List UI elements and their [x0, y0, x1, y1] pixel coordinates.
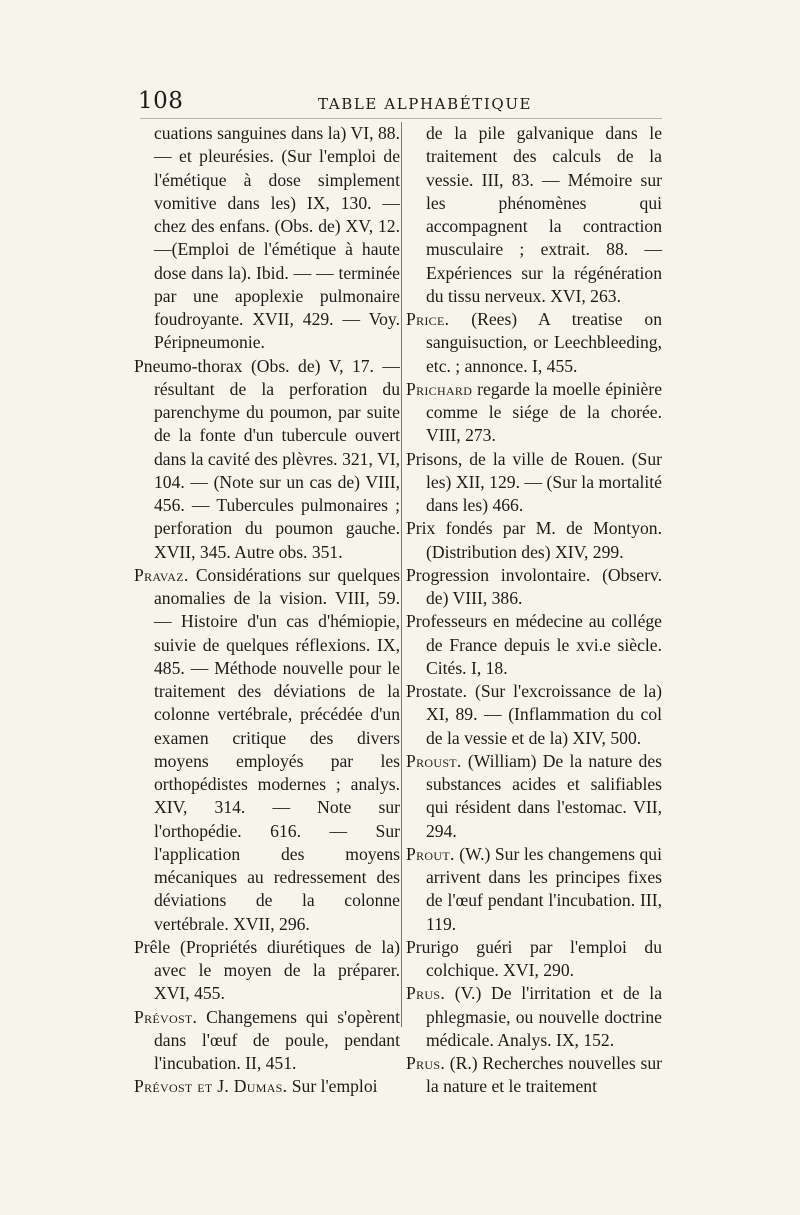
entry-price: [406, 308, 662, 378]
entry-text: fondés par M. de Montyon. (Distribution des) XIV, 299.: [426, 518, 662, 562]
entry-prisons: [406, 448, 662, 518]
entry-text: cuations sanguines dans la) VI, 88.— et pleurésies. (Sur l'emploi de l'émétique à dose simplement vomitive dans les) IX, 130. — chez des enfans. (Obs. de) XV, 12.—(Emploi de l'émétique à haute dose dans la). Ibid. — — terminée par une apoplexie pulmonaire foudroyante. XVII, 429. — Voy. Péripneumonie.: [154, 123, 400, 353]
entry-professeurs: [406, 610, 662, 680]
entry-head: Prévost.: [134, 1006, 198, 1027]
entry-head: Prix: [406, 518, 436, 539]
entry-text: (William) De la nature des substances acides et salifiables qui résident dans l'estomac. VII, 294.: [426, 750, 662, 841]
entry-text: (W.) Sur les changemens qui arrivent dans les principes fixes de l'œuf pendant l'incubation. III, 119.: [426, 843, 662, 934]
entry-prele: [134, 936, 400, 1006]
entry-text: Considérations sur quelques anomalies de la vision. VIII, 59. — Histoire d'un cas d'hémiopie, suivie de quelques réflexions. IX, 485. — Méthode nouvelle pour le traitement des déviations de la colonne vertébrale, précédée d'un examen critique des divers moyens employés par les orthopédistes modernes ; analys. XIV, 314. — Note sur l'orthopédie. 616. — Sur l'application des moyens mécaniques au redressement des déviations de la colonne vertébrale. XVII, 296.: [154, 564, 400, 934]
entry-prevost-dumas: [134, 1075, 400, 1098]
entry-head: Prurigo: [406, 936, 459, 957]
entry-head: Prus.: [406, 1053, 446, 1073]
entry-prichard: [406, 378, 662, 448]
entry-pravaz: [134, 564, 400, 936]
entry-prus-r: [406, 1052, 662, 1099]
entry-head: Professeurs: [406, 611, 488, 632]
entry-pneumo-thorax: [134, 355, 400, 564]
entry-head: Price.: [406, 309, 450, 329]
entry-head: Prostate.: [406, 681, 468, 701]
entry-text: de la ville de Rouen. (Sur les) XII, 129. — (Sur la mortalité dans les) 466.: [426, 448, 662, 515]
entry-head: Prêle: [134, 936, 171, 957]
entry-prout: [406, 843, 662, 936]
left-column: [134, 122, 400, 1099]
entry-progression: [406, 564, 662, 611]
entry-text: (Propriétés diurétiques de la) avec le moyen de la préparer. XVI, 455.: [154, 936, 400, 1004]
entry-head: Proust.: [406, 750, 462, 771]
entry-head: Pravaz.: [134, 564, 189, 585]
entry-head: Prus.: [406, 983, 446, 1004]
entry-text: (R.) Recherches nouvelles sur la nature et le traitement: [426, 1053, 662, 1097]
entry-head: Pneumo-thorax: [134, 355, 243, 376]
column-divider: [401, 122, 402, 1027]
entry-continued: [134, 122, 400, 355]
entry-text: involontaire. (Observ. de) VIII, 386.: [426, 564, 662, 608]
entry-text: (Rees) A treatise on sanguisuction, or Leechbleeding, etc. ; annonce. I, 455.: [426, 309, 662, 376]
entry-text: Sur l'emploi: [287, 1076, 378, 1097]
entry-text: Changemens qui s'opèrent dans l'œuf de poule, pendant l'incubation. II, 451.: [154, 1006, 400, 1073]
entry-text: guéri par l'emploi du colchique. XVI, 290.: [426, 936, 662, 980]
entry-head: Prichard: [406, 378, 473, 399]
entry-prus-v: [406, 982, 662, 1052]
entry-head: Prout.: [406, 843, 455, 864]
entry-text: (V.) De l'irritation et de la phlegmasie, ou nouvelle doctrine médicale. Analys. IX, 152.: [426, 983, 662, 1050]
header-rule: [140, 118, 662, 119]
entry-text: regarde la moelle épinière comme le siége de la chorée. VIII, 273.: [426, 378, 662, 446]
running-title: TABLE ALPHABÉTIQUE: [318, 95, 533, 113]
entry-prevost: [134, 1006, 400, 1076]
entry-text: (Sur l'excroissance de la) XI, 89. — (Inflammation du col de la vessie et de la) XIV, 500.: [426, 681, 662, 748]
right-column: [406, 122, 662, 1099]
entry-head: Prévost et J. Dumas.: [134, 1076, 288, 1097]
entry-prix: [406, 517, 662, 564]
entry-text: (Obs. de) V, 17. — résultant de la perforation du parenchyme du poumon, par suite de la fonte d'un tubercule ouvert dans la cavité des plèvres. 321, VI, 104. — (Note sur un cas de) VIII, 456. — Tubercules pulmonaires ; perforation du poumon gauche. XVII, 345. Autre obs. 351.: [154, 355, 400, 562]
entry-head: Prisons,: [406, 448, 463, 469]
entry-prostate: [406, 680, 662, 750]
entry-prurigo: [406, 936, 662, 983]
page-number: 108: [138, 88, 184, 114]
entry-head: Progression: [406, 564, 490, 585]
entry-continued: [406, 122, 662, 308]
entry-proust: [406, 750, 662, 843]
entry-text: de la pile galvanique dans le traitement des calculs de la vessie. III, 83. — Mémoire sur les phénomènes qui accompagnent la contraction musculaire ; extrait. 88. — Expériences sur la régénération du tissu nerveux. XVI, 263.: [426, 123, 662, 306]
entry-text: en médecine au collége de France depuis le xvi.e siècle. Cités. I, 18.: [426, 611, 662, 678]
